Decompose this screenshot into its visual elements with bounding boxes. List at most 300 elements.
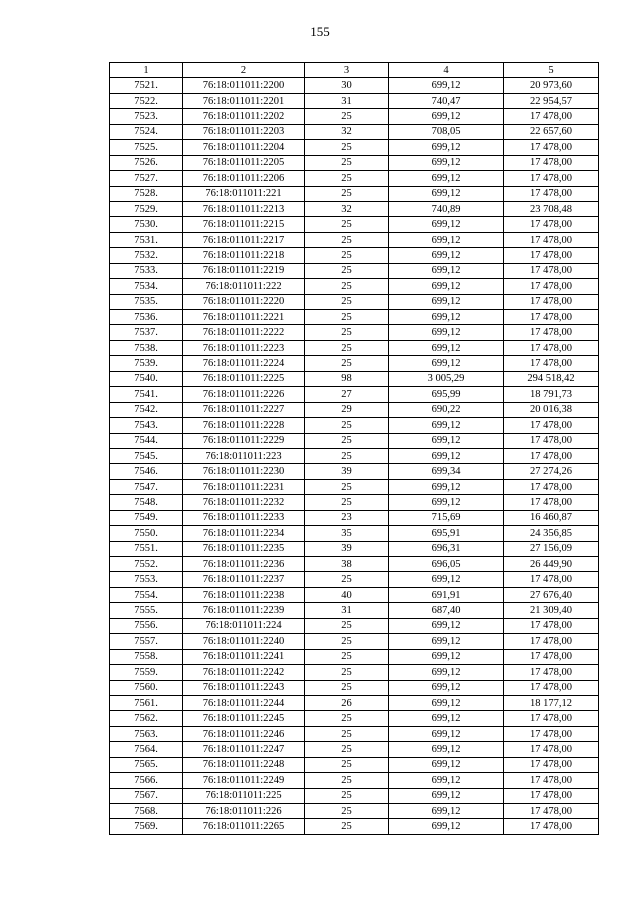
- cadastral-number-cell: 76:18:011011:2249: [183, 773, 305, 788]
- row-number-cell: 7540.: [110, 371, 183, 386]
- row-number-cell: 7545.: [110, 448, 183, 463]
- row-number-cell: 7549.: [110, 510, 183, 525]
- cadastral-value-cell: 17 478,00: [504, 186, 599, 201]
- row-number-cell: 7536.: [110, 310, 183, 325]
- specific-value-cell: 699,12: [389, 171, 504, 186]
- cadastral-number-cell: 76:18:011011:2243: [183, 680, 305, 695]
- cadastral-value-cell: 17 478,00: [504, 665, 599, 680]
- area-cell: 25: [305, 232, 389, 247]
- cadastral-number-cell: 76:18:011011:2218: [183, 248, 305, 263]
- specific-value-cell: 699,12: [389, 109, 504, 124]
- cadastral-number-cell: 76:18:011011:2236: [183, 557, 305, 572]
- cadastral-number-cell: 76:18:011011:2230: [183, 464, 305, 479]
- cadastral-value-cell: 17 478,00: [504, 773, 599, 788]
- row-number-cell: 7534.: [110, 279, 183, 294]
- row-number-cell: 7539.: [110, 356, 183, 371]
- cadastral-value-cell: 27 156,09: [504, 541, 599, 556]
- area-cell: 25: [305, 649, 389, 664]
- cadastral-value-cell: 17 478,00: [504, 340, 599, 355]
- cadastral-value-cell: 17 478,00: [504, 572, 599, 587]
- cadastral-value-cell: 17 478,00: [504, 711, 599, 726]
- row-number-cell: 7569.: [110, 819, 183, 834]
- specific-value-cell: 696,31: [389, 541, 504, 556]
- cadastral-number-cell: 76:18:011011:222: [183, 279, 305, 294]
- cadastral-number-cell: 76:18:011011:2231: [183, 479, 305, 494]
- table-body: [110, 78, 599, 834]
- cadastral-value-cell: 17 478,00: [504, 294, 599, 309]
- cadastral-number-cell: 76:18:011011:223: [183, 448, 305, 463]
- row-number-cell: 7559.: [110, 665, 183, 680]
- table-row: [110, 726, 599, 741]
- cadastral-value-cell: 18 791,73: [504, 387, 599, 402]
- cadastral-value-cell: 16 460,87: [504, 510, 599, 525]
- table-row: [110, 433, 599, 448]
- row-number-cell: 7530.: [110, 217, 183, 232]
- column-header-1: 1: [110, 63, 183, 78]
- specific-value-cell: 699,12: [389, 711, 504, 726]
- table-row: [110, 526, 599, 541]
- cadastral-value-cell: 17 478,00: [504, 171, 599, 186]
- table-row: [110, 804, 599, 819]
- specific-value-cell: 699,12: [389, 325, 504, 340]
- area-cell: 25: [305, 495, 389, 510]
- specific-value-cell: 699,12: [389, 479, 504, 494]
- table-row: [110, 232, 599, 247]
- row-number-cell: 7557.: [110, 634, 183, 649]
- table-row: [110, 140, 599, 155]
- area-cell: 32: [305, 124, 389, 139]
- area-cell: 30: [305, 78, 389, 93]
- row-number-cell: 7537.: [110, 325, 183, 340]
- area-cell: 25: [305, 757, 389, 772]
- table-row: [110, 371, 599, 386]
- table-row: [110, 340, 599, 355]
- table-row: [110, 464, 599, 479]
- specific-value-cell: 687,40: [389, 603, 504, 618]
- cadastral-number-cell: 76:18:011011:2241: [183, 649, 305, 664]
- row-number-cell: 7525.: [110, 140, 183, 155]
- row-number-cell: 7547.: [110, 479, 183, 494]
- cadastral-number-cell: 76:18:011011:2245: [183, 711, 305, 726]
- table-row: [110, 649, 599, 664]
- table-row: [110, 93, 599, 108]
- specific-value-cell: 699,12: [389, 695, 504, 710]
- specific-value-cell: 695,99: [389, 387, 504, 402]
- cadastral-value-cell: 21 309,40: [504, 603, 599, 618]
- cadastral-number-cell: 76:18:011011:2220: [183, 294, 305, 309]
- cadastral-value-cell: 17 478,00: [504, 448, 599, 463]
- area-cell: 25: [305, 248, 389, 263]
- table-row: [110, 510, 599, 525]
- column-header-3: 3: [305, 63, 389, 78]
- row-number-cell: 7528.: [110, 186, 183, 201]
- area-cell: 25: [305, 742, 389, 757]
- cadastral-value-cell: 17 478,00: [504, 618, 599, 633]
- area-cell: 25: [305, 788, 389, 803]
- specific-value-cell: 699,12: [389, 263, 504, 278]
- area-cell: 25: [305, 356, 389, 371]
- specific-value-cell: 699,12: [389, 649, 504, 664]
- table-row: [110, 325, 599, 340]
- cadastral-number-cell: 76:18:011011:2206: [183, 171, 305, 186]
- cadastral-number-cell: 76:18:011011:225: [183, 788, 305, 803]
- specific-value-cell: 3 005,29: [389, 371, 504, 386]
- cadastral-value-cell: 17 478,00: [504, 279, 599, 294]
- specific-value-cell: 699,12: [389, 186, 504, 201]
- area-cell: 25: [305, 186, 389, 201]
- cadastral-number-cell: 76:18:011011:2228: [183, 418, 305, 433]
- cadastral-value-cell: 17 478,00: [504, 248, 599, 263]
- specific-value-cell: 699,12: [389, 356, 504, 371]
- table-row: [110, 711, 599, 726]
- table-row: [110, 109, 599, 124]
- cadastral-register-table: [109, 62, 599, 835]
- area-cell: 35: [305, 526, 389, 541]
- area-cell: 23: [305, 510, 389, 525]
- table-row: [110, 248, 599, 263]
- specific-value-cell: 691,91: [389, 587, 504, 602]
- cadastral-number-cell: 76:18:011011:2226: [183, 387, 305, 402]
- header-row: [110, 63, 599, 78]
- table-row: [110, 695, 599, 710]
- cadastral-value-cell: 20 973,60: [504, 78, 599, 93]
- area-cell: 25: [305, 618, 389, 633]
- area-cell: 25: [305, 217, 389, 232]
- cadastral-number-cell: 76:18:011011:2224: [183, 356, 305, 371]
- table-row: [110, 217, 599, 232]
- cadastral-number-cell: 76:18:011011:2223: [183, 340, 305, 355]
- cadastral-number-cell: 76:18:011011:2227: [183, 402, 305, 417]
- specific-value-cell: 699,12: [389, 618, 504, 633]
- row-number-cell: 7526.: [110, 155, 183, 170]
- area-cell: 27: [305, 387, 389, 402]
- area-cell: 38: [305, 557, 389, 572]
- specific-value-cell: 699,12: [389, 788, 504, 803]
- specific-value-cell: 699,12: [389, 310, 504, 325]
- area-cell: 98: [305, 371, 389, 386]
- table-row: [110, 479, 599, 494]
- cadastral-value-cell: 17 478,00: [504, 757, 599, 772]
- area-cell: 25: [305, 773, 389, 788]
- specific-value-cell: 699,12: [389, 726, 504, 741]
- area-cell: 25: [305, 155, 389, 170]
- table-row: [110, 788, 599, 803]
- specific-value-cell: 699,12: [389, 340, 504, 355]
- cadastral-number-cell: 76:18:011011:221: [183, 186, 305, 201]
- cadastral-value-cell: 17 478,00: [504, 155, 599, 170]
- cadastral-number-cell: 76:18:011011:2221: [183, 310, 305, 325]
- table-row: [110, 757, 599, 772]
- table-row: [110, 418, 599, 433]
- row-number-cell: 7556.: [110, 618, 183, 633]
- row-number-cell: 7533.: [110, 263, 183, 278]
- cadastral-value-cell: 17 478,00: [504, 109, 599, 124]
- area-cell: 25: [305, 263, 389, 278]
- specific-value-cell: 699,12: [389, 757, 504, 772]
- column-header-5: 5: [504, 63, 599, 78]
- cadastral-number-cell: 76:18:011011:2247: [183, 742, 305, 757]
- row-number-cell: 7529.: [110, 201, 183, 216]
- row-number-cell: 7548.: [110, 495, 183, 510]
- cadastral-number-cell: 76:18:011011:2200: [183, 78, 305, 93]
- area-cell: 25: [305, 726, 389, 741]
- cadastral-value-cell: 17 478,00: [504, 680, 599, 695]
- cadastral-number-cell: 76:18:011011:2219: [183, 263, 305, 278]
- table-row: [110, 448, 599, 463]
- row-number-cell: 7567.: [110, 788, 183, 803]
- row-number-cell: 7522.: [110, 93, 183, 108]
- area-cell: 25: [305, 448, 389, 463]
- area-cell: 25: [305, 819, 389, 834]
- area-cell: 29: [305, 402, 389, 417]
- specific-value-cell: 699,12: [389, 279, 504, 294]
- specific-value-cell: 699,12: [389, 448, 504, 463]
- cadastral-value-cell: 17 478,00: [504, 217, 599, 232]
- cadastral-number-cell: 76:18:011011:2237: [183, 572, 305, 587]
- row-number-cell: 7563.: [110, 726, 183, 741]
- table-row: [110, 310, 599, 325]
- cadastral-number-cell: 76:18:011011:2205: [183, 155, 305, 170]
- area-cell: 31: [305, 93, 389, 108]
- cadastral-number-cell: 76:18:011011:2217: [183, 232, 305, 247]
- page-number: 155: [310, 24, 330, 39]
- cadastral-number-cell: 76:18:011011:2233: [183, 510, 305, 525]
- table-row: [110, 186, 599, 201]
- cadastral-number-cell: 76:18:011011:2246: [183, 726, 305, 741]
- cadastral-value-cell: 27 676,40: [504, 587, 599, 602]
- cadastral-value-cell: 20 016,38: [504, 402, 599, 417]
- cadastral-value-cell: 17 478,00: [504, 418, 599, 433]
- cadastral-value-cell: 24 356,85: [504, 526, 599, 541]
- table-row: [110, 201, 599, 216]
- specific-value-cell: 715,69: [389, 510, 504, 525]
- row-number-cell: 7562.: [110, 711, 183, 726]
- table-row: [110, 294, 599, 309]
- area-cell: 25: [305, 340, 389, 355]
- cadastral-number-cell: 76:18:011011:2238: [183, 587, 305, 602]
- cadastral-value-cell: 27 274,26: [504, 464, 599, 479]
- row-number-cell: 7560.: [110, 680, 183, 695]
- cadastral-value-cell: 17 478,00: [504, 788, 599, 803]
- cadastral-number-cell: 76:18:011011:2235: [183, 541, 305, 556]
- area-cell: 25: [305, 109, 389, 124]
- cadastral-number-cell: 76:18:011011:2229: [183, 433, 305, 448]
- row-number-cell: 7542.: [110, 402, 183, 417]
- cadastral-value-cell: 17 478,00: [504, 742, 599, 757]
- table-row: [110, 356, 599, 371]
- area-cell: 26: [305, 695, 389, 710]
- specific-value-cell: 695,91: [389, 526, 504, 541]
- row-number-cell: 7523.: [110, 109, 183, 124]
- cadastral-value-cell: 17 478,00: [504, 649, 599, 664]
- cadastral-number-cell: 76:18:011011:2234: [183, 526, 305, 541]
- cadastral-number-cell: 76:18:011011:2239: [183, 603, 305, 618]
- specific-value-cell: 699,12: [389, 78, 504, 93]
- cadastral-number-cell: 76:18:011011:2232: [183, 495, 305, 510]
- table-row: [110, 680, 599, 695]
- row-number-cell: 7527.: [110, 171, 183, 186]
- cadastral-number-cell: 76:18:011011:2201: [183, 93, 305, 108]
- cadastral-value-cell: 26 449,90: [504, 557, 599, 572]
- area-cell: 32: [305, 201, 389, 216]
- specific-value-cell: 699,12: [389, 495, 504, 510]
- specific-value-cell: 699,12: [389, 773, 504, 788]
- area-cell: 25: [305, 294, 389, 309]
- cadastral-value-cell: 17 478,00: [504, 232, 599, 247]
- cadastral-value-cell: 17 478,00: [504, 804, 599, 819]
- area-cell: 31: [305, 603, 389, 618]
- area-cell: 25: [305, 572, 389, 587]
- cadastral-number-cell: 76:18:011011:2202: [183, 109, 305, 124]
- area-cell: 25: [305, 433, 389, 448]
- cadastral-value-cell: 17 478,00: [504, 356, 599, 371]
- table-row: [110, 587, 599, 602]
- specific-value-cell: 699,12: [389, 742, 504, 757]
- row-number-cell: 7555.: [110, 603, 183, 618]
- area-cell: 25: [305, 804, 389, 819]
- row-number-cell: 7535.: [110, 294, 183, 309]
- row-number-cell: 7546.: [110, 464, 183, 479]
- table-row: [110, 78, 599, 93]
- area-cell: 39: [305, 464, 389, 479]
- cadastral-number-cell: 76:18:011011:2225: [183, 371, 305, 386]
- cadastral-value-cell: 17 478,00: [504, 140, 599, 155]
- area-cell: 25: [305, 279, 389, 294]
- cadastral-value-cell: 17 478,00: [504, 819, 599, 834]
- row-number-cell: 7561.: [110, 695, 183, 710]
- row-number-cell: 7550.: [110, 526, 183, 541]
- cadastral-value-cell: 18 177,12: [504, 695, 599, 710]
- specific-value-cell: 699,12: [389, 217, 504, 232]
- cadastral-number-cell: 76:18:011011:2242: [183, 665, 305, 680]
- table-row: [110, 124, 599, 139]
- cadastral-number-cell: 76:18:011011:2222: [183, 325, 305, 340]
- table-row: [110, 665, 599, 680]
- specific-value-cell: 696,05: [389, 557, 504, 572]
- area-cell: 25: [305, 479, 389, 494]
- specific-value-cell: 699,12: [389, 819, 504, 834]
- cadastral-value-cell: 17 478,00: [504, 479, 599, 494]
- cadastral-value-cell: 17 478,00: [504, 495, 599, 510]
- cadastral-value-cell: 17 478,00: [504, 310, 599, 325]
- specific-value-cell: 708,05: [389, 124, 504, 139]
- table-row: [110, 279, 599, 294]
- row-number-cell: 7553.: [110, 572, 183, 587]
- specific-value-cell: 699,12: [389, 665, 504, 680]
- specific-value-cell: 699,34: [389, 464, 504, 479]
- table-row: [110, 603, 599, 618]
- area-cell: 40: [305, 587, 389, 602]
- row-number-cell: 7554.: [110, 587, 183, 602]
- specific-value-cell: 699,12: [389, 140, 504, 155]
- cadastral-number-cell: 76:18:011011:2204: [183, 140, 305, 155]
- table-row: [110, 155, 599, 170]
- cadastral-value-cell: 22 657,60: [504, 124, 599, 139]
- area-cell: 25: [305, 680, 389, 695]
- specific-value-cell: 740,47: [389, 93, 504, 108]
- cadastral-number-cell: 76:18:011011:2265: [183, 819, 305, 834]
- area-cell: 25: [305, 140, 389, 155]
- table-row: [110, 557, 599, 572]
- table-row: [110, 541, 599, 556]
- area-cell: 25: [305, 711, 389, 726]
- cadastral-number-cell: 76:18:011011:224: [183, 618, 305, 633]
- cadastral-number-cell: 76:18:011011:2215: [183, 217, 305, 232]
- area-cell: 25: [305, 310, 389, 325]
- table-header: [110, 63, 599, 78]
- table-row: [110, 387, 599, 402]
- specific-value-cell: 699,12: [389, 680, 504, 695]
- row-number-cell: 7552.: [110, 557, 183, 572]
- specific-value-cell: 699,12: [389, 804, 504, 819]
- cadastral-value-cell: 294 518,42: [504, 371, 599, 386]
- row-number-cell: 7551.: [110, 541, 183, 556]
- row-number-cell: 7544.: [110, 433, 183, 448]
- row-number-cell: 7532.: [110, 248, 183, 263]
- cadastral-number-cell: 76:18:011011:2213: [183, 201, 305, 216]
- cadastral-value-cell: 22 954,57: [504, 93, 599, 108]
- row-number-cell: 7521.: [110, 78, 183, 93]
- area-cell: 25: [305, 665, 389, 680]
- cadastral-value-cell: 23 708,48: [504, 201, 599, 216]
- specific-value-cell: 690,22: [389, 402, 504, 417]
- table-row: [110, 618, 599, 633]
- table-row: [110, 742, 599, 757]
- specific-value-cell: 699,12: [389, 572, 504, 587]
- column-header-4: 4: [389, 63, 504, 78]
- cadastral-value-cell: 17 478,00: [504, 433, 599, 448]
- table-row: [110, 263, 599, 278]
- cadastral-number-cell: 76:18:011011:2244: [183, 695, 305, 710]
- specific-value-cell: 699,12: [389, 248, 504, 263]
- row-number-cell: 7531.: [110, 232, 183, 247]
- row-number-cell: 7524.: [110, 124, 183, 139]
- area-cell: 25: [305, 325, 389, 340]
- specific-value-cell: 699,12: [389, 232, 504, 247]
- specific-value-cell: 740,89: [389, 201, 504, 216]
- row-number-cell: 7564.: [110, 742, 183, 757]
- table-row: [110, 773, 599, 788]
- table-row: [110, 572, 599, 587]
- area-cell: 39: [305, 541, 389, 556]
- row-number-cell: 7565.: [110, 757, 183, 772]
- column-header-2: 2: [183, 63, 305, 78]
- cadastral-value-cell: 17 478,00: [504, 325, 599, 340]
- row-number-cell: 7541.: [110, 387, 183, 402]
- table-row: [110, 819, 599, 834]
- row-number-cell: 7566.: [110, 773, 183, 788]
- specific-value-cell: 699,12: [389, 155, 504, 170]
- cadastral-number-cell: 76:18:011011:2248: [183, 757, 305, 772]
- table-row: [110, 495, 599, 510]
- specific-value-cell: 699,12: [389, 433, 504, 448]
- row-number-cell: 7538.: [110, 340, 183, 355]
- cadastral-number-cell: 76:18:011011:226: [183, 804, 305, 819]
- cadastral-value-cell: 17 478,00: [504, 263, 599, 278]
- table-row: [110, 634, 599, 649]
- specific-value-cell: 699,12: [389, 418, 504, 433]
- cadastral-value-cell: 17 478,00: [504, 726, 599, 741]
- row-number-cell: 7543.: [110, 418, 183, 433]
- area-cell: 25: [305, 171, 389, 186]
- cadastral-number-cell: 76:18:011011:2240: [183, 634, 305, 649]
- row-number-cell: 7558.: [110, 649, 183, 664]
- area-cell: 25: [305, 634, 389, 649]
- row-number-cell: 7568.: [110, 804, 183, 819]
- specific-value-cell: 699,12: [389, 634, 504, 649]
- table-row: [110, 402, 599, 417]
- area-cell: 25: [305, 418, 389, 433]
